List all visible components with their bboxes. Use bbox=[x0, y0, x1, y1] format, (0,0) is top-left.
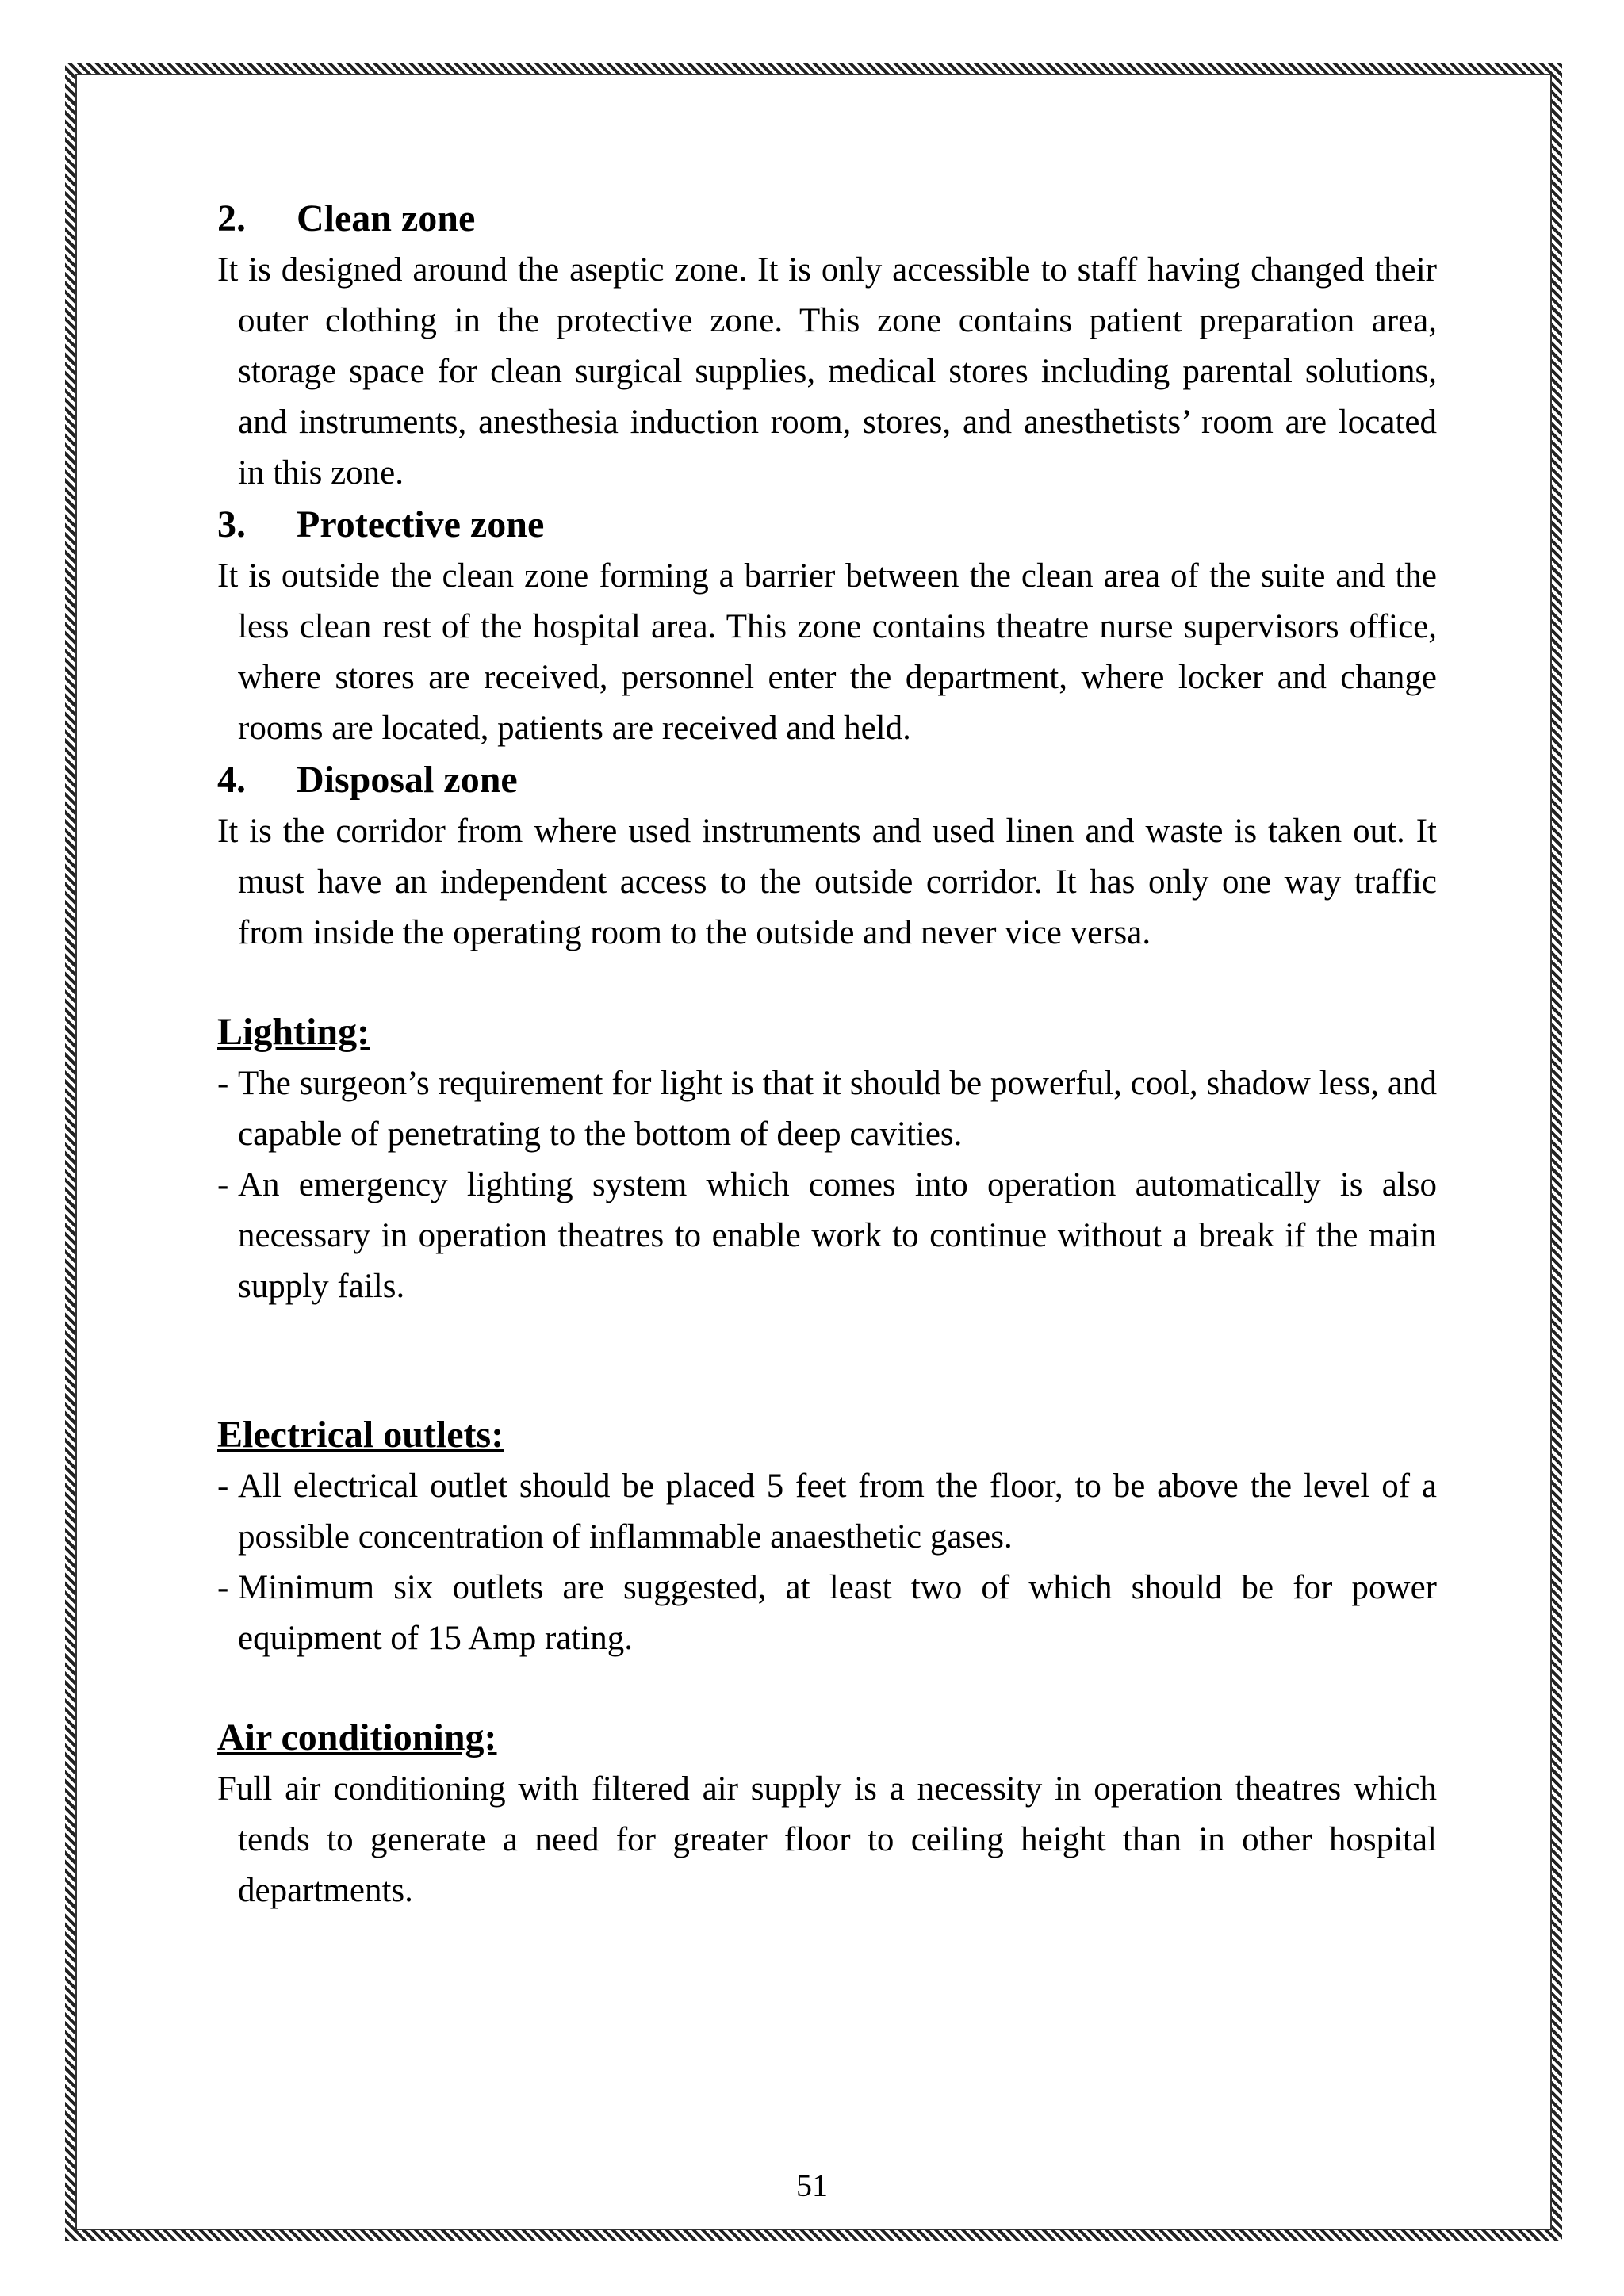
paragraph-disposal-zone: It is the corridor from where used instruments and used linen and waste is taken out. It must have an independent access to the outside corridor. It has only one way traffic from inside the operating room to the outside and never vice versa. bbox=[217, 813, 1437, 951]
bullet-marker: - bbox=[217, 1166, 229, 1203]
list-item-text: An emergency lighting system which comes into operation automatically is also necessary in operation theatres to enable work to continue without a break if the main supply fails. bbox=[238, 1166, 1437, 1305]
heading-text: Disposal zone bbox=[297, 759, 518, 801]
heading-text: Clean zone bbox=[297, 197, 476, 239]
list-item bbox=[217, 1461, 1437, 1563]
bullet-marker: - bbox=[217, 1468, 229, 1505]
heading-number: 2. bbox=[217, 197, 246, 239]
list-item bbox=[217, 1058, 1437, 1160]
heading-air-conditioning: Air conditioning: bbox=[217, 1716, 497, 1758]
page-content bbox=[217, 193, 1437, 1916]
page-number: 51 bbox=[796, 2168, 828, 2203]
heading-number: 4. bbox=[217, 759, 246, 801]
bullet-marker: - bbox=[217, 1065, 229, 1102]
heading-protective-zone bbox=[217, 499, 1437, 551]
bullet-marker: - bbox=[217, 1569, 229, 1606]
heading-clean-zone bbox=[217, 193, 1437, 245]
list-item-text: Minimum six outlets are suggested, at least two of which should be for power equipment of 15 Amp rating. bbox=[238, 1569, 1437, 1657]
list-item bbox=[217, 1160, 1437, 1312]
list-item-text: All electrical outlet should be placed 5 feet from the floor, to be above the level of a possible concentration of inflammable anaesthetic gases. bbox=[238, 1468, 1437, 1556]
heading-electrical-outlets: Electrical outlets: bbox=[217, 1414, 504, 1456]
paragraph-clean-zone: It is designed around the aseptic zone. It is only accessible to staff having changed their outer clothing in the protective zone. This zone contains patient preparation area, storage space for clean surgical supplies, medical stores including parental solutions, and instruments, anesthesia induction room, stores, and anesthetists’ room are located in this zone. bbox=[217, 251, 1437, 492]
paragraph-air-conditioning: Full air conditioning with filtered air supply is a necessity in operation theatres which tends to generate a need for greater floor to ceiling height than in other hospital departments. bbox=[217, 1770, 1437, 1909]
heading-lighting: Lighting: bbox=[217, 1011, 370, 1053]
heading-text: Protective zone bbox=[297, 503, 545, 545]
heading-number: 3. bbox=[217, 503, 246, 545]
paragraph-protective-zone: It is outside the clean zone forming a barrier between the clean area of the suite and the less clean rest of the hospital area. This zone contains theatre nurse supervisors office, where stores are received, personnel enter the department, where locker and change rooms are located, patients are received and held. bbox=[217, 557, 1437, 747]
list-item-text: The surgeon’s requirement for light is that it should be powerful, cool, shadow less, and capable of penetrating to the bottom of deep cavities. bbox=[238, 1065, 1437, 1153]
heading-disposal-zone bbox=[217, 754, 1437, 806]
list-item bbox=[217, 1563, 1437, 1664]
